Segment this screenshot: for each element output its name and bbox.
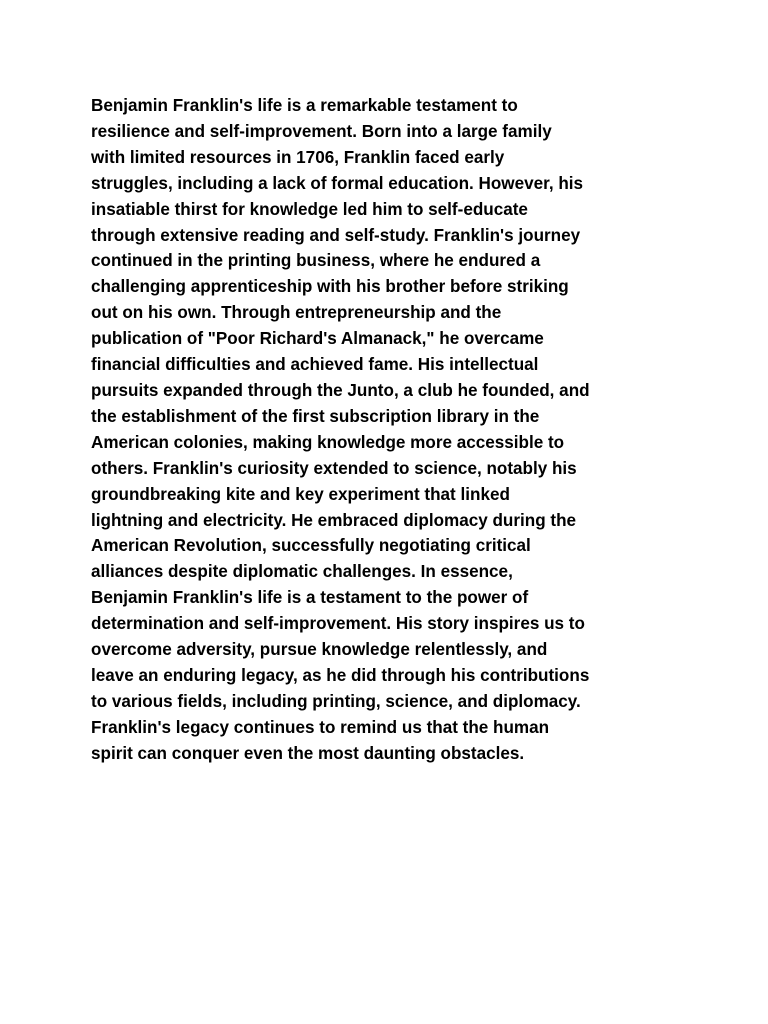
text-line: resilience and self-improvement. Born into a large family xyxy=(91,121,552,141)
text-line: out on his own. Through entrepreneurship and the xyxy=(91,303,502,323)
text-line: through extensive reading and self-study. Franklin's journey xyxy=(91,225,581,245)
text-line: Franklin's legacy continues to remind us that the human xyxy=(91,717,550,737)
text-line: challenging apprenticeship with his brother before striking xyxy=(91,277,569,297)
text-line: American colonies, making knowledge more accessible to xyxy=(91,432,565,452)
text-line: pursuits expanded through the Junto, a club he founded, and xyxy=(91,380,590,400)
text-line: with limited resources in 1706, Franklin faced early xyxy=(91,147,505,167)
text-line: others. Franklin's curiosity extended to science, notably his xyxy=(91,458,577,478)
text-line: struggles, including a lack of formal education. However, his xyxy=(91,173,584,193)
text-line: the establishment of the first subscription library in the xyxy=(91,406,540,426)
text-line: lightning and electricity. He embraced diplomacy during the xyxy=(91,510,577,530)
text-line: continued in the printing business, where he endured a xyxy=(91,251,541,271)
text-line: Benjamin Franklin's life is a remarkable testament to xyxy=(91,96,518,115)
text-line: alliances despite diplomatic challenges. In essence, xyxy=(91,562,513,582)
text-line: overcome adversity, pursue knowledge relentlessly, and xyxy=(91,640,548,660)
text-line: groundbreaking kite and key experiment that linked xyxy=(91,484,510,504)
text-line: publication of "Poor Richard's Almanack," he overcame xyxy=(91,329,544,349)
text-line: Benjamin Franklin's life is a testament to the power of xyxy=(91,588,529,608)
text-line: insatiable thirst for knowledge led him to self-educate xyxy=(91,199,528,219)
text-line: American Revolution, successfully negotiating critical xyxy=(91,536,531,556)
text-line: financial difficulties and achieved fame. His intellectual xyxy=(91,355,539,375)
text-line: spirit can conquer even the most daunting obstacles. xyxy=(91,743,525,763)
essay-paragraph xyxy=(91,93,691,767)
text-line: leave an enduring legacy, as he did through his contributions xyxy=(91,665,590,685)
text-line: to various fields, including printing, science, and diplomacy. xyxy=(91,691,581,711)
text-line: determination and self-improvement. His story inspires us to xyxy=(91,614,585,634)
